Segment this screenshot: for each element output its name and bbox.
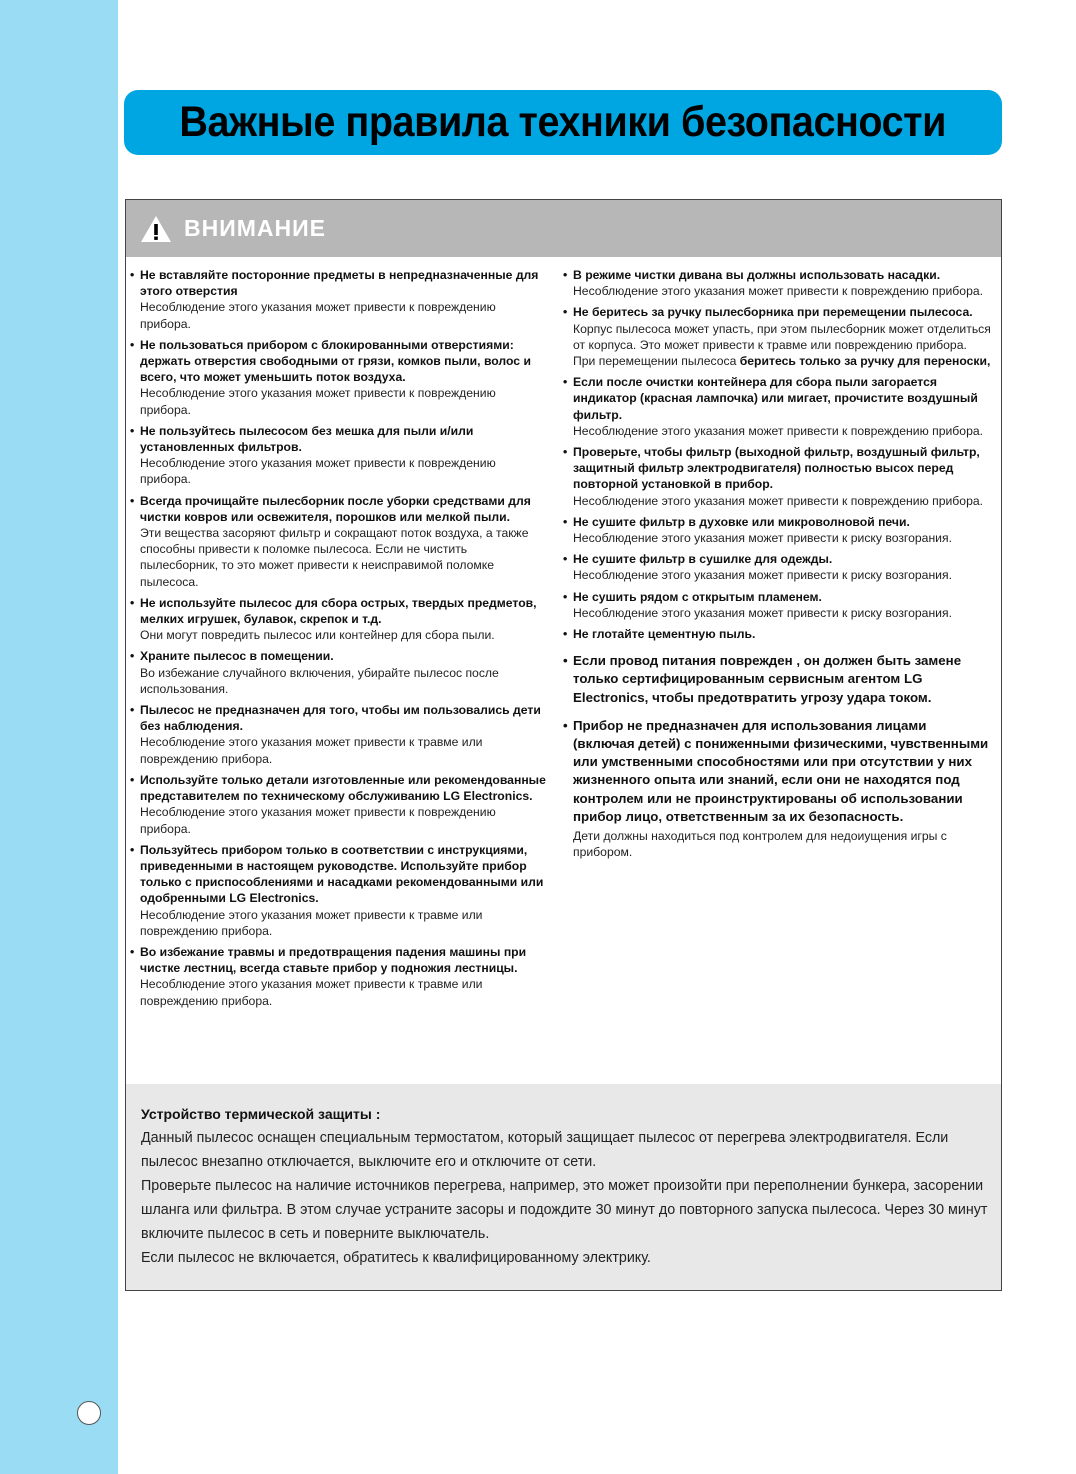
item-heading: Не используйте пылесос для сбора острых, твердых предметов, мелких игрушек, булавок, скрепок и т.д. bbox=[140, 595, 537, 627]
list-item bbox=[563, 589, 991, 621]
item-heading: Не сушить рядом с открытым пламенем. bbox=[573, 589, 822, 604]
thermal-paragraph-2: Проверьте пылесос на наличие источников перегрева, например, это может произойти при переполнении бункера, засорении шланга или фильтра. В этом случае устраните засоры и подождите 30 минут до повторного запуска пылесоса. Через 30 минут включите пылесос в сеть и поверните выключатель. bbox=[141, 1178, 988, 1242]
item-heading: Не глотайте цементную пыль. bbox=[573, 627, 756, 642]
warning-triangle-icon bbox=[140, 215, 172, 243]
list-item bbox=[563, 514, 991, 546]
item-description: Несоблюдение этого указания может привести к повреждению прибора. bbox=[140, 386, 496, 417]
list-item bbox=[130, 944, 548, 1009]
item-heading: В режиме чистки дивана вы должны использовать насадки. bbox=[573, 268, 941, 282]
list-item bbox=[563, 444, 991, 509]
warning-right-column bbox=[563, 267, 991, 865]
item-description: Несоблюдение этого указания может привести к риску возгорания. bbox=[573, 568, 952, 583]
item-heading: Прибор не предназначен для использования лицами (включая детей) с пониженными физическими, чувственными или умственными способностями или при отсутствии у них жизненного опыта или знаний, если они не находятся под контролем или не проинструктированы об использовании прибор лицо, ответственным за их безопасность. bbox=[573, 717, 989, 824]
item-description: Несоблюдение этого указания может привести к травме или повреждению прибора. bbox=[140, 735, 483, 766]
thermal-paragraph-1: Данный пылесос оснащен специальным термостатом, который защищает пылесос от перегрева электродвигателя. Если пылесос внезапно отключается, выключите его и отключите от сети. bbox=[141, 1130, 949, 1170]
thermal-protection-box bbox=[125, 1084, 1002, 1291]
item-heading: Не вставляйте посторонние предметы в непредназначенные для этого отверстия bbox=[140, 268, 539, 299]
side-stripe bbox=[0, 0, 118, 1474]
item-heading: Используйте только детали изготовленные или рекомендованные представителем по техническому обслуживанию LG Electronics. bbox=[140, 772, 546, 804]
item-description: Дети должны находиться под контролем для недоиущения игры с прибором. bbox=[573, 829, 947, 860]
item-heading: Не сушите фильтр в духовке или микроволновой печи. bbox=[573, 514, 910, 529]
list-item bbox=[563, 551, 991, 583]
list-item bbox=[130, 595, 548, 644]
item-heading: Пользуйтесь прибором только в соответствии с инструкциями, приведенными в настоящем руководстве. Используйте прибор только с приспособлениями и насадками рекомендованными или одобренными LG Electronics. bbox=[140, 842, 544, 906]
warning-title: ВНИМАНИЕ bbox=[184, 215, 327, 241]
list-item bbox=[130, 702, 548, 767]
item-heading: Пылесос не предназначен для того, чтобы им пользовались дети без наблюдения. bbox=[140, 703, 541, 734]
list-item bbox=[563, 626, 991, 642]
item-heading: Не пользуйтесь пылесосом без мешка для пыли и/или установленных фильтров. bbox=[140, 423, 474, 455]
warning-box bbox=[125, 199, 1002, 1086]
item-description: Несоблюдение этого указания может привести к повреждению прибора. bbox=[573, 423, 984, 438]
item-description: Несоблюдение этого указания может привести к повреждению прибора. bbox=[140, 456, 496, 487]
item-description: Несоблюдение этого указания может привести к повреждению прибора. bbox=[573, 493, 984, 508]
warning-header bbox=[126, 200, 1001, 257]
item-description: Они могут повредить пылесос или контейнер для сбора пыли. bbox=[140, 628, 495, 643]
list-item bbox=[130, 842, 548, 939]
list-item bbox=[130, 423, 548, 488]
item-description: Несоблюдение этого указания может привести к риску возгорания. bbox=[573, 605, 952, 620]
page-number-marker bbox=[77, 1401, 101, 1425]
item-heading: Не сушите фильтр в сушилке для одежды. bbox=[573, 552, 833, 567]
list-item bbox=[563, 267, 991, 299]
list-item bbox=[563, 652, 991, 707]
list-item bbox=[130, 493, 548, 590]
list-item bbox=[130, 772, 548, 837]
item-description: Несоблюдение этого указания может привести к повреждению прибора. bbox=[140, 805, 496, 836]
title-banner bbox=[124, 90, 1002, 155]
list-item bbox=[563, 304, 991, 369]
item-heading: Не пользоваться прибором с блокированными отверстиями: держать отверстия свободными от грязи, комков пыли, волос и всего, что может уменьшить поток воздуха. bbox=[140, 337, 531, 385]
list-item bbox=[130, 337, 548, 418]
item-heading: Проверьте, чтобы фильтр (выходной фильтр, воздушный фильтр, защитный фильтр электродвигателя) полностью высох перед повторной установкой в прибор. bbox=[573, 445, 980, 492]
thermal-paragraph-3: Если пылесос не включается, обратитесь к квалифицированному электрику. bbox=[141, 1250, 651, 1266]
thermal-title: Устройство термической защиты : bbox=[141, 1106, 381, 1122]
page-title: Важные правила техники безопасности bbox=[179, 98, 947, 146]
item-heading: Не беритесь за ручку пылесборника при перемещении пылесоса. bbox=[573, 305, 973, 320]
item-description: Во избежание случайного включения, убирайте пылесос после использования. bbox=[140, 665, 499, 696]
list-item bbox=[130, 267, 548, 332]
item-heading: Всегда прочищайте пылесборник после уборки средствами для чистки ковров или освежителя, порошков или мелкой пыли. bbox=[140, 493, 531, 524]
thermal-text bbox=[141, 1104, 991, 1270]
item-description: Несоблюдение этого указания может привести к риску возгорания. bbox=[573, 531, 952, 546]
item-description: Несоблюдение этого указания может привести к травме или повреждению прибора. bbox=[140, 907, 483, 938]
item-description: Несоблюдение этого указания может привести к повреждению прибора. bbox=[140, 300, 496, 331]
item-heading: Если провод питания поврежден , он должен быть замене только сертифицированным сервисным агентом LG Electronics, чтобы предотвратить угрозу удара током. bbox=[573, 653, 962, 705]
item-emphasis: беритесь только за ручку для переноски, bbox=[739, 354, 991, 369]
item-heading: Если после очистки контейнера для сбора пыли загорается индикатор (красная лампочка) или мигает, прочистите воздушный фильтр. bbox=[573, 375, 978, 422]
item-heading: Во избежание травмы и предотвращения падения машины при чистке лестниц, всегда ставьте прибор у подножия лестницы. bbox=[140, 944, 527, 976]
list-item bbox=[563, 717, 991, 860]
list-item bbox=[130, 648, 548, 697]
item-heading: Храните пылесос в помещении. bbox=[140, 649, 334, 664]
item-description: Корпус пылесоса может упасть, при этом пылесборник может отделиться от корпуса. Это может привести к травме или повреждению прибора. При перемещении пылесоса bbox=[573, 321, 991, 369]
item-description: Несоблюдение этого указания может привести к повреждению прибора. bbox=[573, 284, 984, 299]
list-item bbox=[563, 374, 991, 439]
item-description: Эти вещества засоряют фильтр и сокращают поток воздуха, а также способны привести к поломке пылесоса. Если не чистить пылесборник, то это может привести к неисправимой поломке пылесоса. bbox=[140, 526, 529, 589]
item-description: Несоблюдение этого указания может привести к травме или повреждению прибора. bbox=[140, 977, 483, 1008]
warning-left-column bbox=[130, 267, 548, 1014]
